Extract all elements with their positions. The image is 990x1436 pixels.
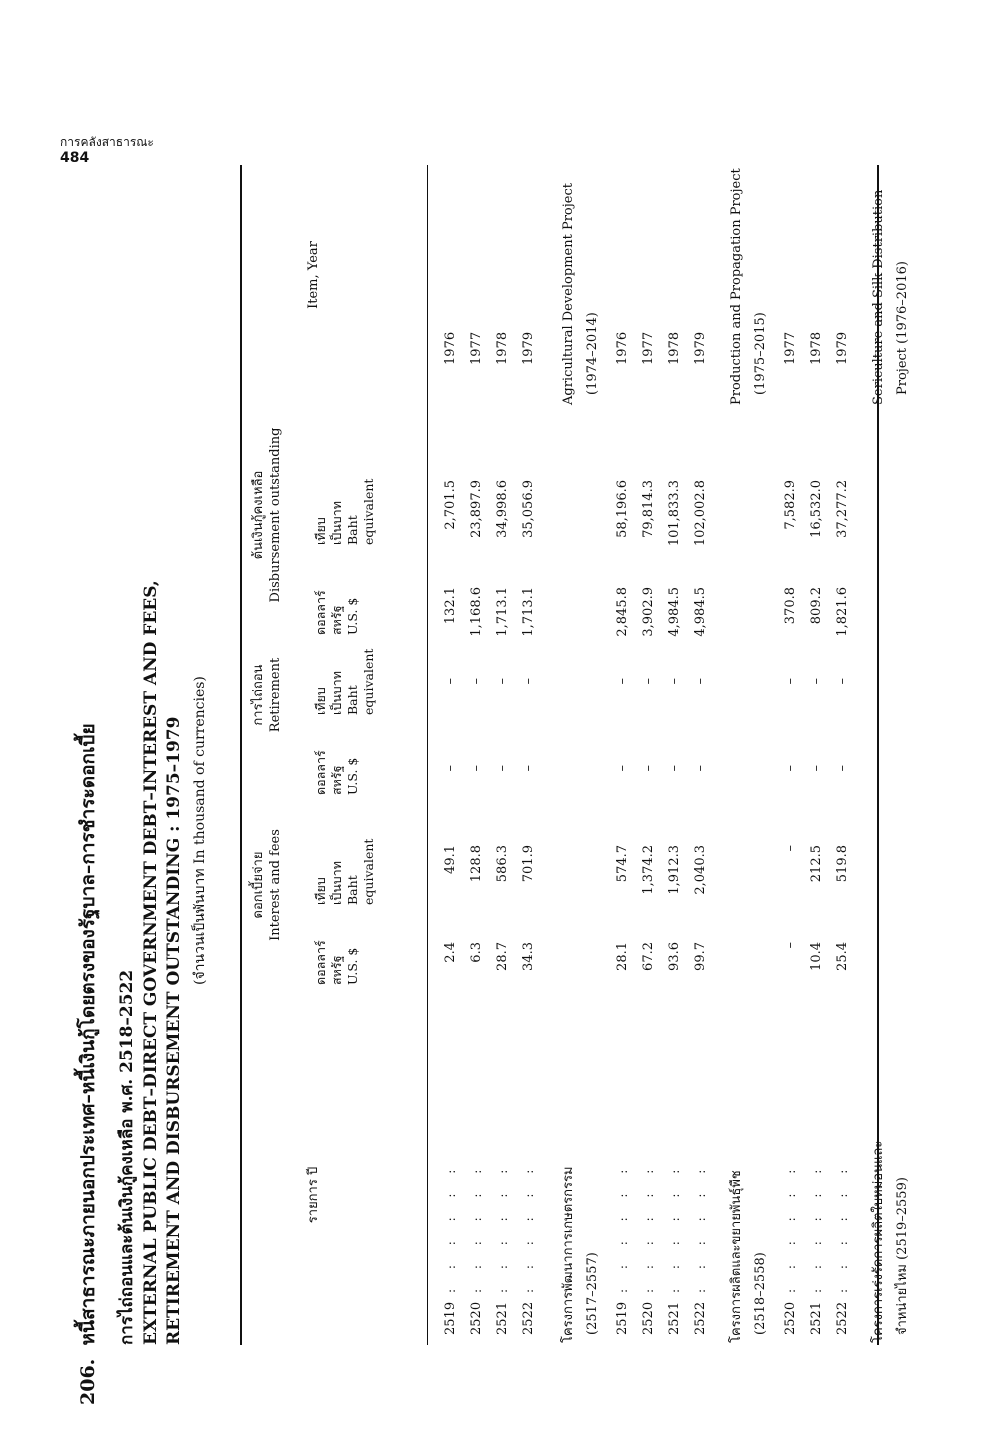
group-header-interest — [250, 785, 284, 985]
cell-interest-baht: 1,912.3 — [667, 845, 682, 895]
baht-line: เทียบ — [313, 517, 328, 545]
cell-outstanding-baht: 2,701.5 — [443, 480, 458, 530]
usd-line: U.S. $ — [345, 947, 360, 985]
cell-outstanding-usd: 1,821.6 — [835, 587, 850, 637]
leader-dots: : : : : : : — [694, 1161, 708, 1293]
leader-dots: : : : : : : — [784, 1161, 798, 1293]
group-header-outstanding — [250, 395, 284, 635]
usd-line: สหรัฐ — [329, 605, 344, 635]
project-name-th: โครงการเร่งรัดการผลิตใบหม่อนและ — [871, 1140, 886, 1343]
row-label-th: 2520 — [783, 1301, 798, 1335]
project-name-en: Agricultural Development Project — [561, 183, 576, 405]
usd-line: ดอลลาร์ — [313, 750, 328, 795]
cell-outstanding-usd: 4,984.5 — [693, 587, 708, 637]
cell-interest-baht: 128.8 — [469, 845, 484, 883]
group-retirement-en: Retirement — [268, 657, 283, 733]
group-retirement-th: การไถ่ถอน — [251, 664, 266, 726]
column-header-item-th: รายการ ปี — [306, 1166, 321, 1224]
leader-dots: : : : : : : — [810, 1161, 824, 1293]
table-number: 206. — [77, 1358, 99, 1405]
subheader-outstanding-usd — [313, 565, 361, 635]
cell-outstanding-baht: 35,056.9 — [521, 480, 536, 538]
usd-line: U.S. $ — [345, 757, 360, 795]
baht-line: เป็นบาท — [329, 671, 344, 715]
cell-interest-usd: 28.1 — [615, 942, 630, 971]
row-label-en: 1978 — [667, 331, 682, 365]
row-label-th: 2521 — [495, 1301, 510, 1335]
project-name-th: (2517–2557) — [585, 1252, 600, 1335]
cell-interest-baht: 1,374.2 — [641, 845, 656, 895]
cell-outstanding-baht: 58,196.6 — [615, 480, 630, 538]
cell-outstanding-baht: 7,582.9 — [783, 480, 798, 530]
cell-retirement-usd: – — [495, 765, 510, 772]
leader-dots: : : : : : : — [444, 1161, 458, 1293]
subheader-retirement-usd — [313, 725, 361, 795]
cell-outstanding-usd: 2,845.8 — [615, 587, 630, 637]
usd-line: สหรัฐ — [329, 955, 344, 985]
cell-interest-usd: 10.4 — [809, 942, 824, 971]
leader-dots: : : : : : : — [836, 1161, 850, 1293]
leader-dots: : : : : : : — [496, 1161, 510, 1293]
cell-interest-usd: 34.3 — [521, 942, 536, 971]
cell-outstanding-usd: 132.1 — [443, 587, 458, 625]
row-label-en: 1977 — [641, 331, 656, 365]
row-label-th: 2522 — [835, 1301, 850, 1335]
cell-retirement-usd: – — [521, 765, 536, 772]
cell-outstanding-baht: 34,998.6 — [495, 480, 510, 538]
cell-interest-baht: 574.7 — [615, 845, 630, 883]
cell-retirement-baht: – — [495, 678, 510, 685]
cell-retirement-usd: – — [783, 765, 798, 772]
cell-outstanding-usd: 1,713.1 — [521, 587, 536, 637]
row-label-th: 2519 — [443, 1301, 458, 1335]
row-label-th: 2520 — [641, 1301, 656, 1335]
row-label-en: 1978 — [809, 331, 824, 365]
leader-dots: : : : : : : — [470, 1161, 484, 1293]
running-header-label: การคลังสาธารณะ — [60, 135, 154, 149]
row-label-en: 1976 — [443, 331, 458, 365]
cell-interest-usd: 28.7 — [495, 942, 510, 971]
table-header-rule — [427, 165, 428, 1345]
title-en-line1: EXTERNAL PUBLIC DEBT–DIRECT GOVERNMENT DEBT–INTEREST AND FEES, — [141, 580, 161, 1345]
project-name-th: โครงการผลิตและขยายพันธุ์พืช — [729, 1170, 744, 1343]
row-label-th: 2520 — [469, 1301, 484, 1335]
cell-retirement-baht: – — [809, 678, 824, 685]
page-number: 484 — [60, 150, 90, 166]
cell-retirement-usd: – — [693, 765, 708, 772]
cell-interest-baht: 49.1 — [443, 845, 458, 874]
baht-line: equivalent — [361, 478, 376, 545]
project-name-en: (1974–2014) — [585, 312, 600, 395]
cell-interest-baht: 212.5 — [809, 845, 824, 883]
cell-retirement-usd: – — [469, 765, 484, 772]
cell-interest-baht: 519.8 — [835, 845, 850, 883]
usd-line: ดอลลาร์ — [313, 940, 328, 985]
leader-dots: : : : : : : — [522, 1161, 536, 1293]
cell-outstanding-usd: 3,902.9 — [641, 587, 656, 637]
cell-interest-usd: 25.4 — [835, 942, 850, 971]
cell-outstanding-baht: 102,002.8 — [693, 480, 708, 547]
row-label-en: 1978 — [495, 331, 510, 365]
cell-interest-usd: 67.2 — [641, 942, 656, 971]
cell-outstanding-baht: 101,833.3 — [667, 480, 682, 547]
subheader-retirement-baht — [313, 635, 377, 715]
cell-outstanding-baht: 23,897.9 — [469, 480, 484, 538]
cell-retirement-baht: – — [615, 678, 630, 685]
cell-outstanding-usd: 1,713.1 — [495, 587, 510, 637]
cell-outstanding-baht: 16,532.0 — [809, 480, 824, 538]
row-label-en: 1979 — [521, 331, 536, 365]
cell-retirement-usd: – — [641, 765, 656, 772]
group-outstanding-th: ต้นเงินกู้คงเหลือ — [251, 470, 266, 560]
baht-line: เทียบ — [313, 687, 328, 715]
baht-line: เป็นบาท — [329, 501, 344, 545]
cell-retirement-baht: – — [835, 678, 850, 685]
project-name-en: Sericulture and Silk Distribution — [871, 189, 886, 405]
cell-retirement-baht: – — [521, 678, 536, 685]
cell-interest-baht: 2,040.3 — [693, 845, 708, 895]
cell-interest-usd: 99.7 — [693, 942, 708, 971]
leader-dots: : : : : : : — [616, 1161, 630, 1293]
cell-retirement-baht: – — [641, 678, 656, 685]
cell-outstanding-usd: 1,168.6 — [469, 587, 484, 637]
cell-retirement-usd: – — [667, 765, 682, 772]
group-interest-th: ดอกเบี้ยจ่าย — [251, 851, 266, 919]
row-label-en: 1977 — [469, 331, 484, 365]
cell-interest-usd: – — [783, 942, 798, 949]
table-title-th-1 — [73, 723, 103, 1405]
unit-note: (จำนวนเป็นพันบาท In thousand of currencies) — [192, 676, 208, 985]
cell-retirement-baht: – — [693, 678, 708, 685]
usd-line: สหรัฐ — [329, 765, 344, 795]
cell-retirement-baht: – — [667, 678, 682, 685]
project-name-th: จำหน่ายไหม (2519–2559) — [895, 1177, 910, 1335]
column-header-item-en: Item, Year — [306, 241, 321, 309]
title-en-line2: RETIREMENT AND DISBURSEMENT OUTSTANDING : 1975–1979 — [164, 716, 184, 1345]
subheader-interest-usd — [313, 915, 361, 985]
row-label-en: 1979 — [835, 331, 850, 365]
project-name-en: (1975–2015) — [753, 312, 768, 395]
cell-outstanding-usd: 4,984.5 — [667, 587, 682, 637]
group-outstanding-en: Disbursement outstanding — [268, 427, 283, 603]
leader-dots: : : : : : : — [668, 1161, 682, 1293]
cell-interest-baht: – — [783, 845, 798, 852]
cell-outstanding-baht: 79,814.3 — [641, 480, 656, 538]
cell-interest-usd: 93.6 — [667, 942, 682, 971]
row-label-th: 2521 — [667, 1301, 682, 1335]
baht-line: Baht — [345, 685, 360, 715]
usd-line: ดอลลาร์ — [313, 590, 328, 635]
cell-outstanding-usd: 809.2 — [809, 587, 824, 625]
project-name-th: โครงการพัฒนาการเกษตรกรรม — [561, 1166, 576, 1343]
cell-interest-baht: 701.9 — [521, 845, 536, 883]
cell-retirement-usd: – — [809, 765, 824, 772]
project-name-en: Project (1976–2016) — [895, 261, 910, 395]
baht-line: Baht — [345, 515, 360, 545]
group-interest-en: Interest and fees — [268, 829, 283, 941]
row-label-th: 2522 — [521, 1301, 536, 1335]
cell-retirement-usd: – — [615, 765, 630, 772]
cell-interest-baht: 586.3 — [495, 845, 510, 883]
project-name-en: Production and Propagation Project — [729, 168, 744, 405]
baht-line: Baht — [345, 875, 360, 905]
row-label-th: 2522 — [693, 1301, 708, 1335]
row-label-en: 1979 — [693, 331, 708, 365]
cell-retirement-baht: – — [783, 678, 798, 685]
rotated-table-page — [65, 145, 945, 1405]
cell-retirement-usd: – — [443, 765, 458, 772]
cell-interest-usd: 6.3 — [469, 942, 484, 963]
baht-line: เทียบ — [313, 877, 328, 905]
cell-retirement-baht: – — [443, 678, 458, 685]
row-label-en: 1976 — [615, 331, 630, 365]
title-th-line2: การไถ่ถอนและต้นเงินกู้คงเหลือ พ.ศ. 2518–2522 — [117, 969, 137, 1345]
table-top-rule — [240, 165, 242, 1345]
cell-outstanding-usd: 370.8 — [783, 587, 798, 625]
usd-line: U.S. $ — [345, 597, 360, 635]
baht-line: equivalent — [361, 838, 376, 905]
baht-line: equivalent — [361, 648, 376, 715]
cell-retirement-baht: – — [469, 678, 484, 685]
row-label-th: 2519 — [615, 1301, 630, 1335]
cell-interest-usd: 2.4 — [443, 942, 458, 963]
subheader-outstanding-baht — [313, 465, 377, 545]
row-label-th: 2521 — [809, 1301, 824, 1335]
project-name-th: (2518–2558) — [753, 1252, 768, 1335]
row-label-en: 1977 — [783, 331, 798, 365]
leader-dots: : : : : : : — [642, 1161, 656, 1293]
title-th-line1: หนี้สาธารณะภายนอกประเทศ–หนี้เงินกู้โดยตรงของรัฐบาล–การชำระดอกเบี้ย — [77, 723, 99, 1346]
cell-outstanding-baht: 37,277.2 — [835, 480, 850, 538]
subheader-interest-baht — [313, 825, 377, 905]
baht-line: เป็นบาท — [329, 861, 344, 905]
cell-retirement-usd: – — [835, 765, 850, 772]
